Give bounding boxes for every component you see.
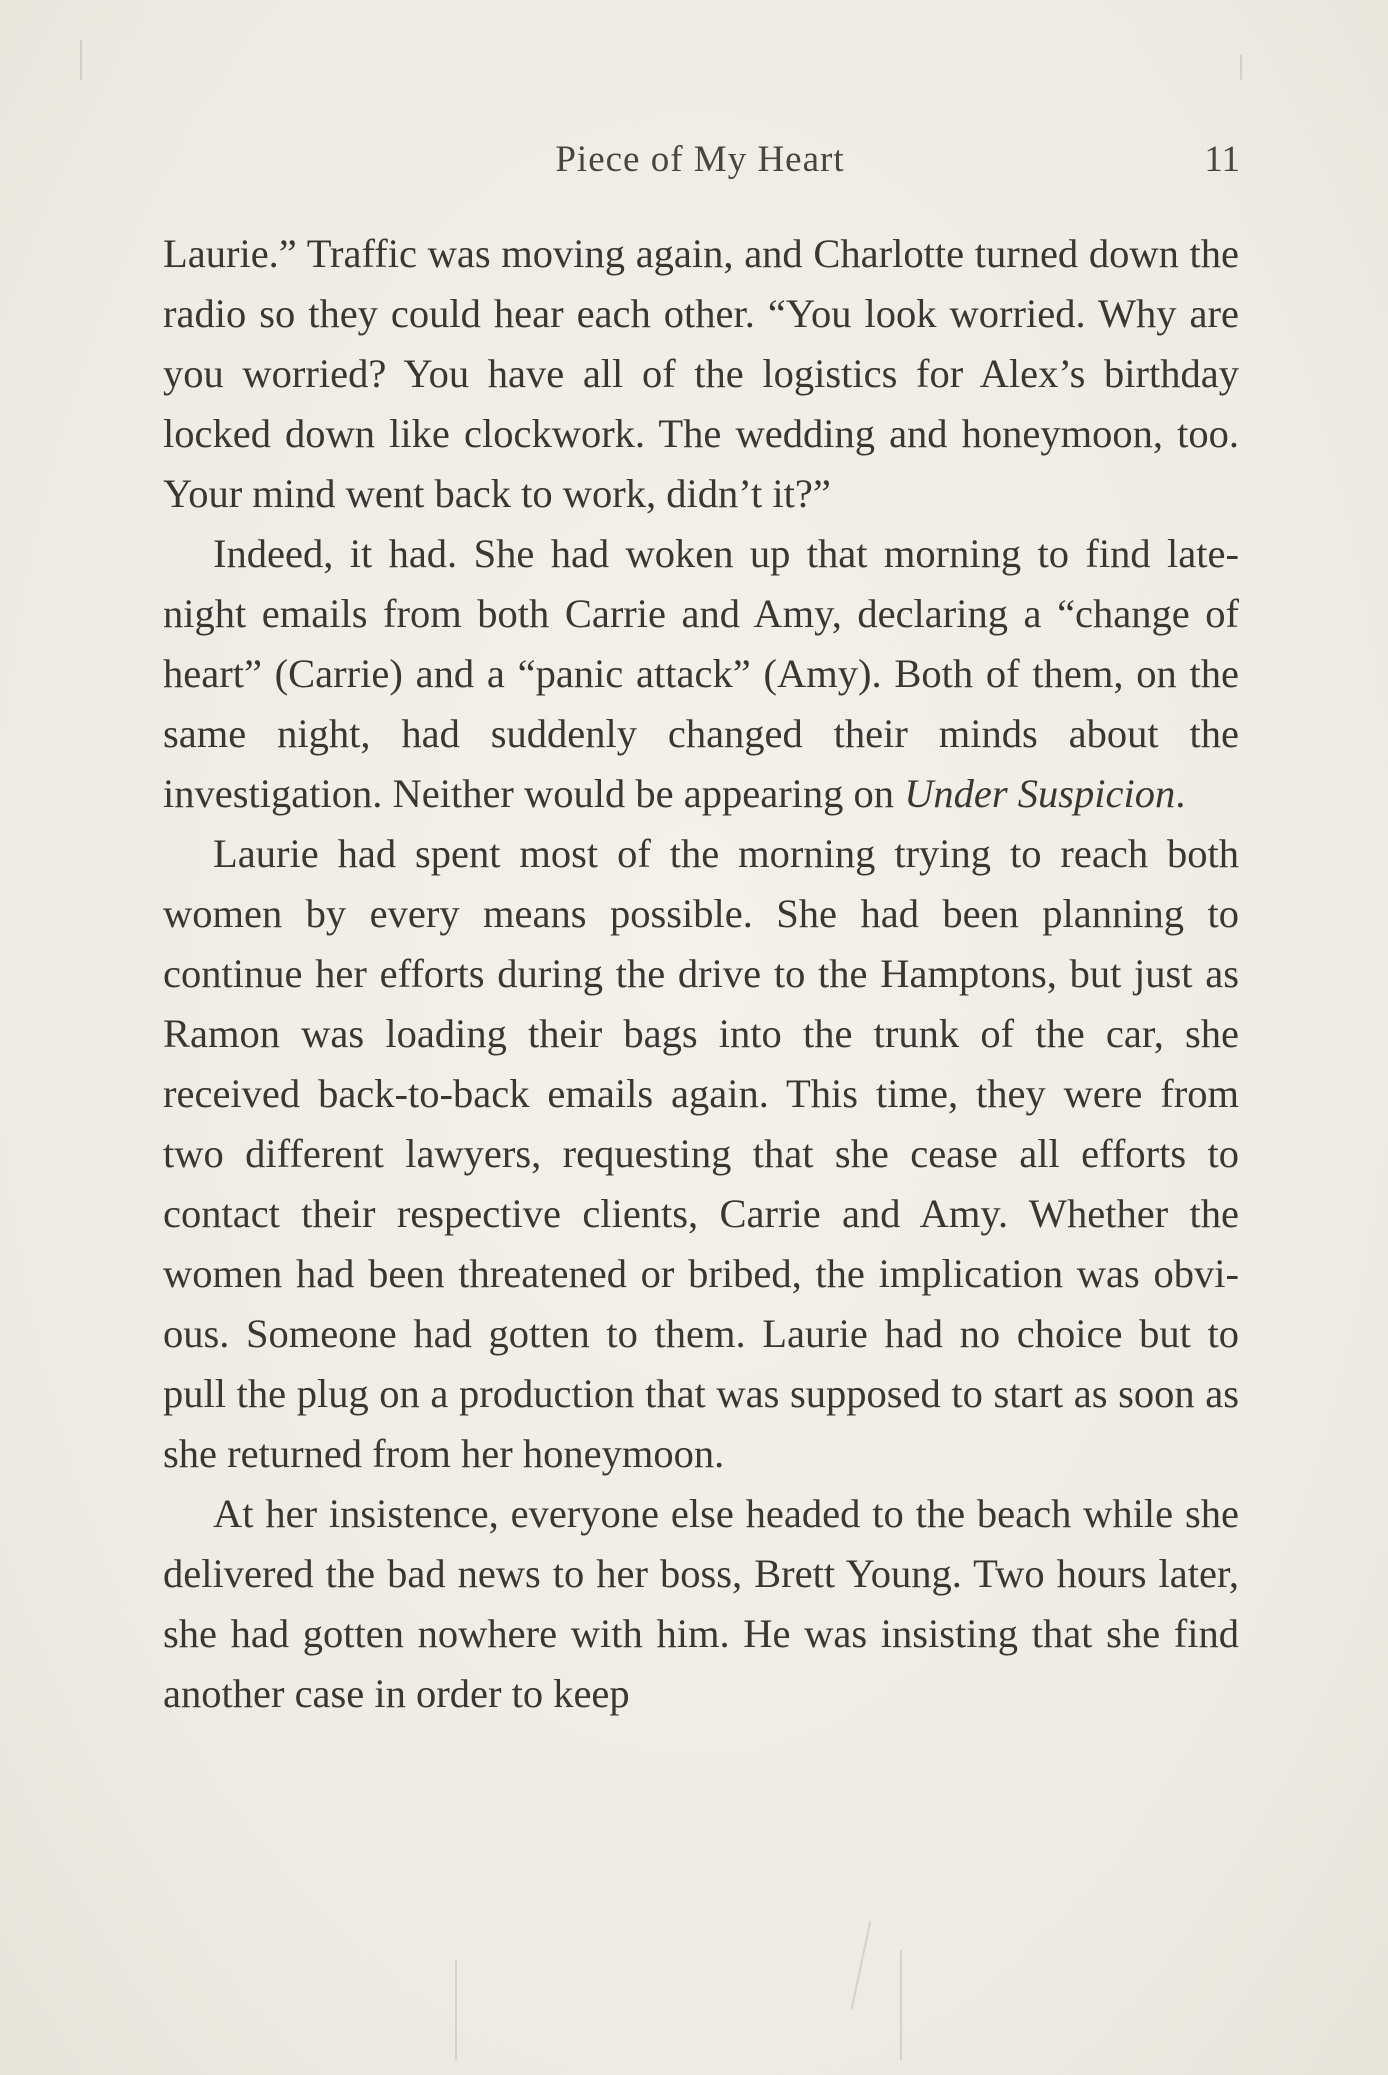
running-title: Piece of My Heart (555, 139, 845, 180)
scan-mark (80, 40, 82, 80)
paragraph-4: At her insistence, everyone else headed to the beach while she delivered the bad news to her boss, Brett Young. Two hours later, she had gotten nowhere with him. He was insisting that she find another case in order to keep (163, 1491, 1239, 1716)
paragraph-2-end: . (1175, 771, 1186, 816)
paragraph-2 (163, 524, 1239, 824)
page-number: 11 (1204, 139, 1240, 180)
scan-mark (851, 1921, 872, 2009)
scan-mark (455, 1960, 457, 2060)
paragraph-3: Laurie had spent most of the morning trying to reach both women by every means possible. She had been planning to continue her efforts during the drive to the Hamptons, but just as Ramon was loading their bags into the trunk of the car, she received back-to-back emails again. This time, they were from two different lawyers, requesting that she cease all efforts to contact their respective clients, Carrie and Amy. Whether the women had been threatened or bribed, the implication was obvious. Someone had gotten to them. Laurie had no choice but to pull the plug on a production that was supposed to start as soon as she returned from her honeymoon. (163, 831, 1239, 1476)
scan-mark (1240, 55, 1242, 80)
running-header (160, 138, 1240, 190)
paragraph-1: Laurie.” Traffic was moving again, and Charlotte turned down the radio so they could hear each other. “You look worried. Why are you worried? You have all of the logistics for Alex’s birthday locked down like clockwork. The wedding and honeymoon, too. Your mind went back to work, didn’t it?” (163, 231, 1239, 516)
show-title: Under Suspicion (904, 771, 1176, 816)
body-text (163, 224, 1239, 1724)
paragraph-2-text: Indeed, it had. She had woken up that morning to find late-night emails from both Carrie and Amy, declaring a “change of heart” (Carrie) and a “panic attack” (Amy). Both of them, on the same night, had suddenly changed their minds about the investigation. Neither would be appearing on (163, 531, 1239, 816)
scan-mark (900, 1950, 902, 2060)
